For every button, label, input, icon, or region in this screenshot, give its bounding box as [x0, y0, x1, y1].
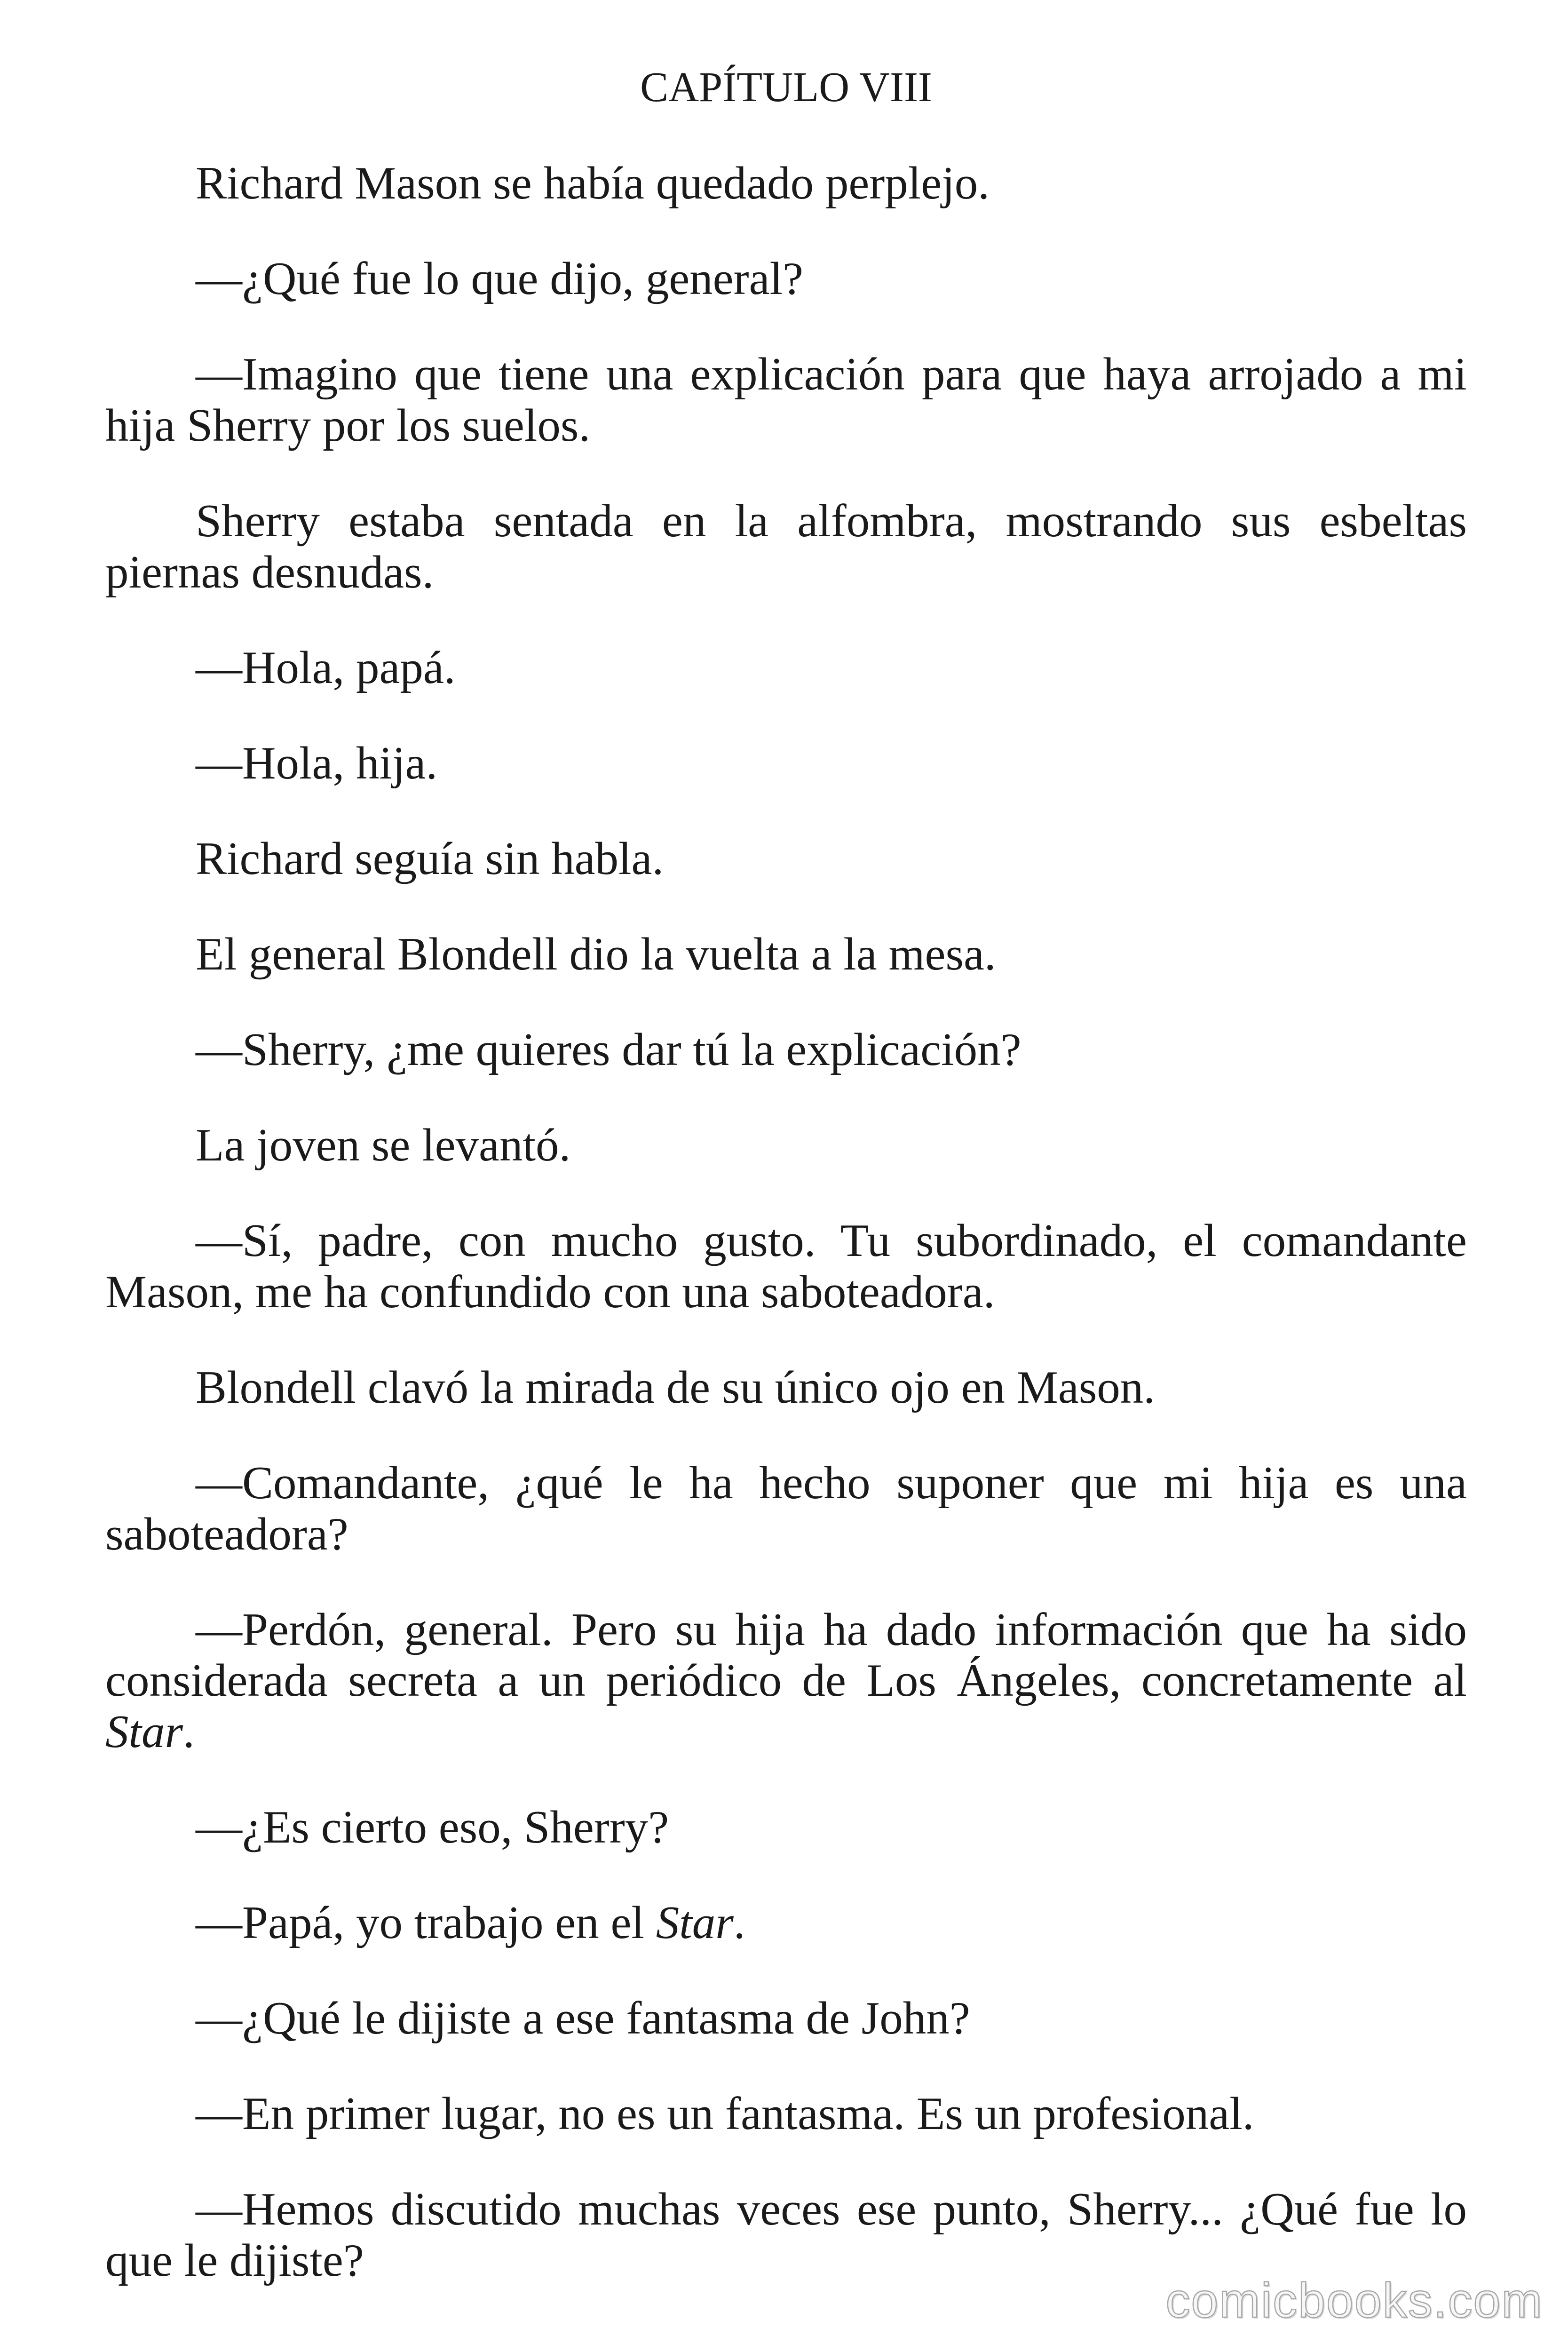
paragraph	[105, 349, 1467, 452]
paragraph	[105, 1993, 1467, 2044]
text-line: El general Blondell dio la vuelta a la mesa.	[196, 929, 996, 980]
text-line: —Hola, hija.	[196, 738, 438, 789]
text-line: hija Sherry por los suelos.	[105, 400, 591, 451]
text-run: .	[733, 1898, 745, 1949]
paragraph	[105, 1120, 1467, 1171]
text-line: Blondell clavó la mirada de su único ojo en Mason.	[196, 1362, 1156, 1413]
text-run: .	[183, 1707, 195, 1758]
paragraph	[105, 1362, 1467, 1414]
paragraph	[105, 1216, 1467, 1318]
paragraph	[105, 1458, 1467, 1560]
text-line: —¿Qué le dijiste a ese fantasma de John?	[196, 1993, 970, 2044]
text-line: Sherry estaba sentada en la alfombra, mostrando sus esbeltas	[196, 495, 1467, 547]
text-line: Mason, me ha confundido con una saboteadora.	[105, 1266, 995, 1318]
text-line: Richard Mason se había quedado perplejo.	[196, 158, 990, 209]
paragraph	[105, 2089, 1467, 2140]
paragraph	[105, 1025, 1467, 1076]
site-watermark: comicbooks.com	[1165, 2273, 1543, 2328]
text-line: —En primer lugar, no es un fantasma. Es un profesional.	[196, 2089, 1254, 2140]
text-line: —Comandante, ¿qué le ha hecho suponer que mi hija es una	[196, 1457, 1467, 1509]
text-line: —Imagino que tiene una explicación para que haya arrojado a mi	[196, 349, 1467, 400]
text-line: —¿Es cierto eso, Sherry?	[196, 1802, 669, 1853]
book-page	[105, 0, 1467, 2352]
text-line: —Hemos discutido muchas veces ese punto, Sherry... ¿Qué fue lo	[196, 2184, 1467, 2235]
text-line	[105, 1898, 1467, 1949]
italic-title-text: Star	[656, 1898, 734, 1949]
paragraph	[105, 254, 1467, 305]
text-line: —Sí, padre, con mucho gusto. Tu subordinado, el comandante	[196, 1215, 1467, 1266]
text-line: —Perdón, general. Pero su hija ha dado información que ha sido	[196, 1604, 1467, 1655]
text-line	[105, 1707, 1467, 1758]
paragraph	[105, 158, 1467, 209]
chapter-title: CAPÍTULO VIII	[640, 64, 932, 111]
text-line: —Hola, papá.	[196, 642, 456, 693]
text-line: Richard seguía sin habla.	[196, 833, 664, 884]
italic-title-text: Star	[105, 1707, 183, 1758]
text-line: que le dijiste?	[105, 2235, 364, 2287]
text-line: La joven se levantó.	[196, 1120, 571, 1171]
paragraph	[105, 643, 1467, 694]
text-line: saboteadora?	[105, 1509, 348, 1560]
text-line: considerada secreta a un periódico de Los Ángeles, concretamente al	[105, 1655, 1467, 1707]
text-line: —Sherry, ¿me quieres dar tú la explicación?	[196, 1024, 1022, 1075]
chapter-body	[105, 158, 1467, 2331]
paragraph	[105, 738, 1467, 789]
text-run: —Papá, yo trabajo en el	[196, 1898, 656, 1949]
text-line: —¿Qué fue lo que dijo, general?	[196, 254, 803, 305]
paragraph	[105, 834, 1467, 885]
paragraph	[105, 496, 1467, 598]
paragraph	[105, 2184, 1467, 2287]
text-line: piernas desnudas.	[105, 547, 434, 598]
paragraph	[105, 1802, 1467, 1853]
paragraph	[105, 1898, 1467, 1949]
paragraph	[105, 929, 1467, 980]
paragraph	[105, 1605, 1467, 1758]
